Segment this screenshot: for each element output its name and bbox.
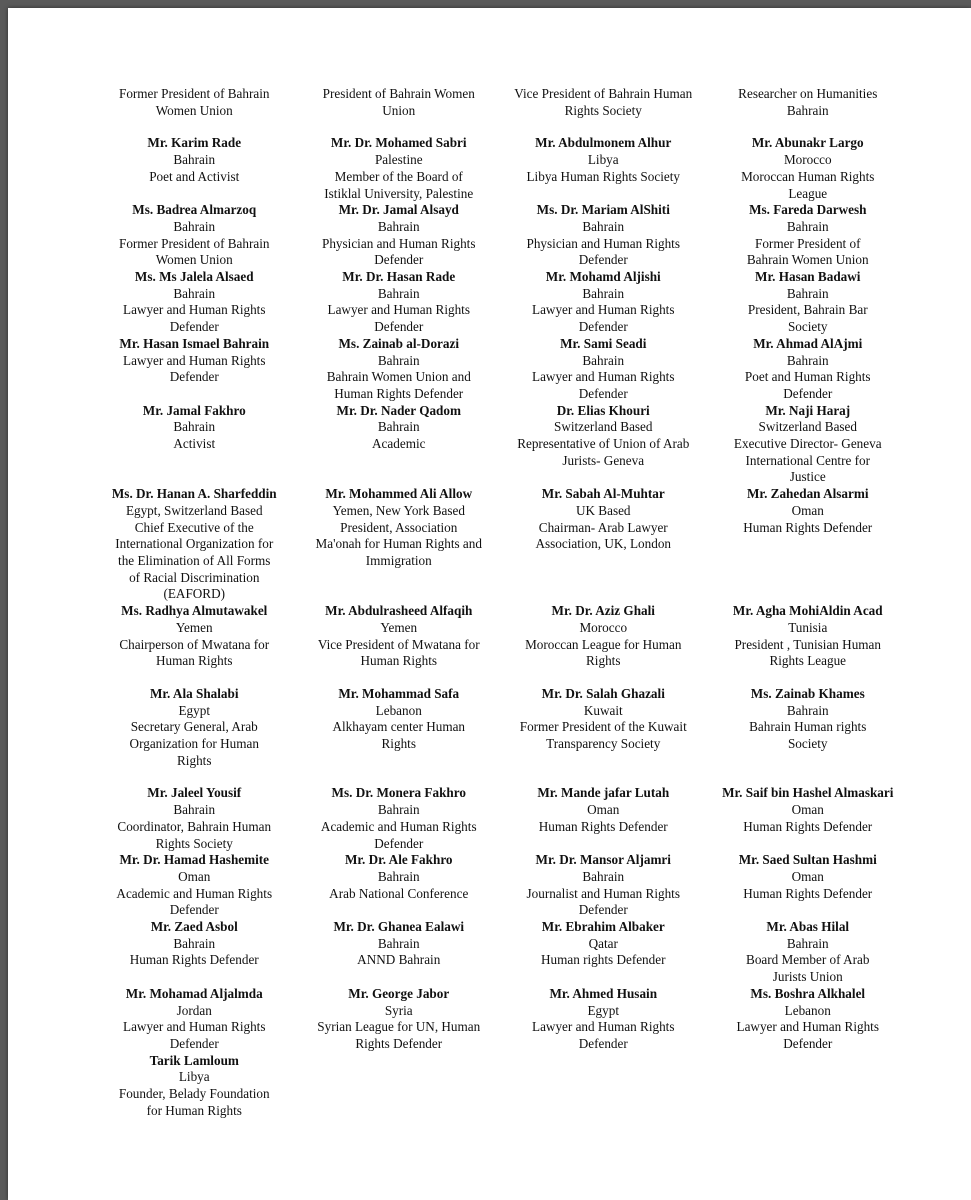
signatory-detail: Society	[787, 736, 828, 752]
signatory-name: Mr. Mohammed Ali Allow	[325, 486, 473, 502]
signatory-detail: Oman	[178, 868, 211, 884]
signatory-detail: Oman	[791, 868, 824, 884]
signatory-cell	[501, 603, 706, 670]
signatory-detail: Bahrain Women Union	[746, 252, 869, 268]
signatory-detail: Women Union	[155, 252, 233, 268]
signatory-cell	[706, 202, 911, 269]
signatory-detail: Bahrain	[377, 285, 420, 301]
signatory-detail: Bahrain	[377, 868, 420, 884]
signatory-detail: Lawyer and Human Rights	[532, 1019, 675, 1035]
table-row	[92, 986, 910, 1053]
signatory-detail: Lebanon	[784, 1002, 831, 1018]
signatory-detail: Rights	[586, 653, 621, 669]
table-row	[92, 486, 910, 603]
signatory-detail: Bahrain	[173, 152, 216, 168]
signatory-name: Ms. Zainab al-Dorazi	[338, 335, 460, 351]
signatory-detail: Former President of Bahrain	[118, 235, 270, 251]
signatory-cell	[706, 486, 911, 603]
signatory-cell	[297, 852, 502, 919]
signatory-cell	[92, 785, 297, 852]
document-page	[8, 8, 971, 1200]
signatory-detail: Bahrain	[582, 218, 625, 234]
signatory-detail: Defender	[374, 835, 424, 851]
signatory-detail: (EAFORD)	[163, 586, 226, 602]
signatory-cell	[297, 919, 502, 986]
signatory-detail: Lawyer and Human Rights	[327, 302, 470, 318]
table-row	[92, 135, 910, 202]
signatory-cell	[501, 1053, 706, 1120]
signatory-detail: Chairperson of Mwatana for	[119, 636, 270, 652]
signatory-cell	[706, 336, 911, 403]
signatory-detail: Lawyer and Human Rights	[736, 1019, 879, 1035]
signatory-cell	[92, 403, 297, 487]
signatory-name: Mr. Dr. Ghanea Ealawi	[333, 919, 465, 935]
signatory-detail: Rights	[177, 752, 212, 768]
signatory-name: Mr. Zaed Asbol	[150, 919, 238, 935]
signatory-detail: Rights	[381, 736, 416, 752]
signatory-detail: Former President of	[755, 235, 861, 251]
signatory-detail: Qatar	[588, 935, 618, 951]
signatory-detail: Yemen, New York Based	[332, 502, 465, 518]
signatory-cell	[92, 986, 297, 1053]
signatory-detail: Human Rights	[155, 653, 233, 669]
signatory-detail: Bahrain	[173, 285, 216, 301]
signatory-cell	[706, 686, 911, 770]
signatory-cell	[501, 86, 706, 119]
signatory-name: Mr. Sabah Al-Muhtar	[541, 486, 665, 502]
signatory-detail: Transparency Society	[546, 736, 661, 752]
signatory-cell	[501, 336, 706, 403]
signatory-detail: Yemen	[380, 619, 418, 635]
signatory-name: Mr. Dr. Ale Fakhro	[344, 852, 453, 868]
signatory-name: Mr. Dr. Hasan Rade	[342, 269, 456, 285]
signatory-detail: Member of the Board of	[334, 168, 463, 184]
signatory-detail: Human Rights Defender	[743, 519, 873, 535]
signatory-detail: Chief Executive of the	[134, 519, 254, 535]
signatory-cell	[706, 1053, 911, 1120]
signatory-detail: Defender	[578, 902, 628, 918]
signatory-name: Mr. Mande jafar Lutah	[537, 785, 670, 801]
signatory-detail: Defender	[578, 252, 628, 268]
signatory-detail: Defender	[169, 369, 219, 385]
signatory-detail: Activist	[173, 436, 216, 452]
signatory-cell	[706, 919, 911, 986]
signatory-name: Mr. Dr. Jamal Alsayd	[338, 202, 459, 218]
signatory-cell	[501, 785, 706, 852]
signatory-detail: International Organization for	[115, 536, 274, 552]
signatory-detail: Defender	[374, 319, 424, 335]
signatory-detail: Bahrain	[786, 285, 829, 301]
signatory-detail: Physician and Human Rights	[322, 235, 476, 251]
signatory-detail: Defender	[169, 902, 219, 918]
signatory-name: Mr. Dr. Hamad Hashemite	[119, 852, 270, 868]
signatory-detail: Vice President of Bahrain Human	[514, 86, 693, 101]
signatory-detail: Oman	[791, 802, 824, 818]
signatory-name: Mr. Abdulmonem Alhur	[535, 135, 672, 151]
signatory-name: Mr. Ahmed Husain	[549, 985, 658, 1001]
signatory-name: Ms. Dr. Monera Fakhro	[331, 785, 466, 801]
signatory-name: Mr. Hasan Ismael Bahrain	[119, 335, 270, 351]
signatory-cell	[706, 86, 911, 119]
signatory-detail: Bahrain	[377, 218, 420, 234]
signatory-detail: Moroccan Human Rights	[741, 168, 875, 184]
signatory-detail: Society	[787, 319, 828, 335]
signatory-detail: for Human Rights	[146, 1102, 242, 1118]
signatory-name: Mr. Saed Sultan Hashmi	[738, 852, 877, 868]
signatory-name: Mr. Dr. Mohamed Sabri	[330, 135, 467, 151]
signatory-name: Dr. Elias Khouri	[556, 402, 650, 418]
signatory-detail: Defender	[783, 1035, 833, 1051]
table-row	[92, 403, 910, 487]
signatory-name: Ms. Dr. Hanan A. Sharfeddin	[111, 486, 277, 502]
signatory-detail: Jurists- Geneva	[562, 452, 645, 468]
signatory-name: Mr. Jamal Fakhro	[142, 402, 246, 418]
signatory-detail: Organization for Human	[129, 736, 259, 752]
signatory-cell	[297, 202, 502, 269]
signatory-name: Mr. Ala Shalabi	[149, 685, 239, 701]
signatory-cell	[297, 403, 502, 487]
signatory-detail: Tunisia	[788, 619, 828, 635]
signatory-cell	[706, 135, 911, 202]
signatory-name: Mr. George Jabor	[348, 985, 450, 1001]
signatory-detail: Bahrain	[173, 419, 216, 435]
signatory-cell	[297, 1053, 502, 1120]
signatory-detail: Lebanon	[375, 702, 422, 718]
signatory-detail: President, Bahrain Bar	[747, 302, 868, 318]
signatory-name: Tarik Lamloum	[149, 1052, 239, 1068]
signatory-cell	[297, 785, 502, 852]
signatory-detail: Executive Director- Geneva	[733, 436, 882, 452]
signatory-detail: Justice	[789, 469, 826, 485]
signatory-detail: President, Association	[340, 519, 458, 535]
signatory-detail: Palestine	[374, 152, 423, 168]
signatory-name: Ms. Radhya Almutawakel	[121, 603, 268, 619]
signatory-cell	[706, 986, 911, 1053]
signatory-detail: Bahrain Women Union and	[326, 369, 471, 385]
signatory-cell	[297, 986, 502, 1053]
signatory-detail: Switzerland Based	[553, 419, 653, 435]
signatory-detail: Academic and Human Rights	[320, 818, 477, 834]
signatory-detail: Human Rights Defender	[743, 885, 873, 901]
signatory-detail: Union	[382, 102, 416, 118]
signatory-detail: Defender	[374, 252, 424, 268]
signatory-detail: Board Member of Arab	[746, 952, 870, 968]
table-row	[92, 686, 910, 770]
table-row	[92, 336, 910, 403]
signatory-detail: Bahrain	[377, 419, 420, 435]
signatory-detail: Rights Defender	[355, 1035, 443, 1051]
signatory-name: Mr. Mohamad Aljalmda	[125, 985, 263, 1001]
signatory-detail: Morocco	[579, 619, 628, 635]
signatory-detail: Ma'onah for Human Rights and	[315, 536, 482, 552]
signatory-cell	[92, 486, 297, 603]
signatory-detail: Bahrain	[582, 868, 625, 884]
signatory-cell	[92, 1053, 297, 1120]
signatory-cell	[501, 986, 706, 1053]
signatory-detail: Human Rights Defender	[129, 952, 259, 968]
signatory-detail: Bahrain	[582, 352, 625, 368]
table-row	[92, 852, 910, 919]
signatory-detail: Immigration	[365, 552, 432, 568]
signatory-detail: Defender	[783, 385, 833, 401]
signatory-detail: Moroccan League for Human	[525, 636, 682, 652]
table-row	[92, 86, 910, 119]
signatory-detail: Defender	[169, 319, 219, 335]
signatory-detail: Women Union	[155, 102, 233, 118]
signatory-detail: Alkhayam center Human	[332, 719, 466, 735]
signatory-detail: Lawyer and Human Rights	[123, 302, 266, 318]
signatory-name: Mr. Ebrahim Albaker	[541, 919, 665, 935]
signatory-detail: Former President of Bahrain	[118, 86, 270, 101]
signatory-detail: Secretary General, Arab	[130, 719, 258, 735]
signatory-detail: Poet and Activist	[149, 168, 240, 184]
signatory-detail: Egypt	[178, 702, 210, 718]
signatory-detail: Bahrain	[786, 702, 829, 718]
signatory-name: Mr. Jaleel Yousif	[147, 785, 242, 801]
signatory-name: Ms. Zainab Khames	[750, 685, 865, 701]
signatory-name: Mr. Sami Seadi	[560, 335, 647, 351]
signatory-detail: Libya	[178, 1069, 210, 1085]
signatory-detail: Bahrain	[786, 102, 829, 118]
signatory-cell	[706, 785, 911, 852]
signatories-table	[92, 86, 910, 1119]
signatory-detail: Human Rights Defender	[334, 385, 464, 401]
signatory-name: Mr. Karim Rade	[147, 135, 242, 151]
signatory-detail: Syrian League for UN, Human	[317, 1019, 481, 1035]
signatory-detail: Egypt	[587, 1002, 619, 1018]
signatory-name: Mr. Mohamd Aljishi	[545, 269, 661, 285]
signatory-detail: Rights League	[769, 653, 847, 669]
signatory-detail: Bahrain	[377, 935, 420, 951]
signatory-name: Mr. Abunakr Largo	[751, 135, 864, 151]
signatory-name: Mr. Hasan Badawi	[755, 269, 861, 285]
signatory-detail: Founder, Belady Foundation	[118, 1086, 270, 1102]
signatory-detail: of Racial Discrimination	[129, 569, 260, 585]
signatory-name: Mr. Dr. Mansor Aljamri	[535, 852, 671, 868]
signatory-detail: Association, UK, London	[535, 536, 672, 552]
signatory-cell	[92, 686, 297, 770]
signatory-detail: Lawyer and Human Rights	[532, 302, 675, 318]
signatory-detail: the Elimination of All Forms	[118, 552, 271, 568]
signatory-cell	[501, 686, 706, 770]
signatory-name: Mr. Ahmad AlAjmi	[753, 335, 863, 351]
signatory-detail: Lawyer and Human Rights	[123, 1019, 266, 1035]
table-row	[92, 603, 910, 670]
signatory-detail: Vice President of Mwatana for	[317, 636, 480, 652]
signatory-detail: Switzerland Based	[758, 419, 857, 435]
signatory-detail: Egypt, Switzerland Based	[125, 502, 263, 518]
signatory-name: Mr. Abdulrasheed Alfaqih	[325, 603, 473, 619]
signatory-cell	[501, 403, 706, 487]
signatory-cell	[706, 852, 911, 919]
signatory-detail: Bahrain	[582, 285, 625, 301]
table-row	[92, 202, 910, 269]
table-row	[92, 269, 910, 336]
signatory-detail: Human Rights Defender	[538, 818, 668, 834]
signatory-detail: Jordan	[176, 1002, 212, 1018]
signatory-detail: Bahrain	[173, 935, 216, 951]
signatory-cell	[92, 336, 297, 403]
signatory-cell	[501, 202, 706, 269]
signatory-cell	[706, 403, 911, 487]
signatory-detail: President of Bahrain Women	[322, 86, 475, 101]
signatory-cell	[92, 269, 297, 336]
signatory-detail: Human Rights Defender	[743, 818, 873, 834]
signatory-detail: Syria	[384, 1002, 413, 1018]
signatory-name: Mr. Dr. Salah Ghazali	[541, 685, 665, 701]
signatory-detail: Rights Society	[155, 835, 233, 851]
signatory-detail: Jurists Union	[772, 969, 843, 985]
signatory-detail: Coordinator, Bahrain Human	[117, 818, 272, 834]
signatory-detail: Bahrain	[786, 352, 829, 368]
signatory-name: Mr. Saif bin Hashel Almaskari	[722, 785, 894, 801]
signatory-detail: Human Rights	[360, 653, 438, 669]
signatory-detail: Poet and Human Rights	[744, 369, 871, 385]
signatory-detail: UK Based	[575, 502, 631, 518]
signatory-detail: Bahrain	[786, 218, 829, 234]
signatory-detail: Representative of Union of Arab	[517, 436, 690, 452]
signatory-cell	[92, 852, 297, 919]
signatory-detail: Bahrain	[377, 802, 420, 818]
signatory-detail: Rights Society	[564, 102, 642, 118]
signatory-detail: Bahrain	[173, 218, 216, 234]
signatory-cell	[706, 269, 911, 336]
signatory-cell	[706, 603, 911, 670]
signatory-name: Ms. Dr. Mariam AlShiti	[536, 202, 670, 218]
signatory-cell	[501, 486, 706, 603]
signatory-detail: President , Tunisian Human	[734, 636, 882, 652]
signatory-cell	[501, 852, 706, 919]
signatory-cell	[297, 486, 502, 603]
signatory-detail: Defender	[578, 1035, 628, 1051]
signatory-detail: Academic and Human Rights	[116, 885, 273, 901]
signatory-cell	[297, 86, 502, 119]
signatory-detail: Defender	[169, 1035, 219, 1051]
signatory-detail: Bahrain	[377, 352, 420, 368]
signatory-detail: League	[788, 185, 828, 201]
signatory-cell	[92, 135, 297, 202]
signatory-detail: Kuwait	[583, 702, 623, 718]
signatory-cell	[501, 269, 706, 336]
signatory-name: Mr. Zahedan Alsarmi	[746, 486, 869, 502]
signatory-detail: Yemen	[175, 619, 213, 635]
signatory-cell	[92, 603, 297, 670]
signatory-detail: Defender	[578, 319, 628, 335]
table-row	[92, 785, 910, 852]
table-row	[92, 1053, 910, 1120]
signatory-detail: Human rights Defender	[540, 952, 666, 968]
signatory-detail: Lawyer and Human Rights	[123, 352, 266, 368]
signatory-cell	[92, 202, 297, 269]
signatory-cell	[297, 686, 502, 770]
signatory-name: Ms. Badrea Almarzoq	[132, 202, 257, 218]
table-row	[92, 919, 910, 986]
signatory-name: Mr. Dr. Nader Qadom	[336, 402, 461, 418]
signatory-cell	[297, 135, 502, 202]
signatory-detail: International Centre for	[745, 452, 870, 468]
signatory-detail: Libya Human Rights Society	[526, 168, 680, 184]
signatory-name: Mr. Agha MohiAldin Acad	[732, 603, 883, 619]
signatory-detail: Defender	[578, 385, 628, 401]
signatory-name: Mr. Abas Hilal	[766, 919, 850, 935]
signatory-detail: Researcher on Humanities	[738, 86, 878, 101]
signatory-detail: Bahrain	[173, 802, 216, 818]
signatory-detail: Lawyer and Human Rights	[532, 369, 675, 385]
signatory-cell	[297, 603, 502, 670]
signatory-name: Ms. Fareda Darwesh	[749, 202, 867, 218]
signatory-cell	[501, 919, 706, 986]
signatory-detail: Bahrain	[786, 935, 829, 951]
signatory-detail: Istiklal University, Palestine	[324, 185, 474, 201]
signatory-name: Mr. Dr. Aziz Ghali	[551, 603, 655, 619]
signatory-name: Ms. Boshra Alkhalel	[750, 985, 866, 1001]
signatory-name: Mr. Mohammad Safa	[338, 685, 460, 701]
signatory-detail: ANND Bahrain	[357, 952, 441, 968]
signatory-detail: Oman	[791, 502, 824, 518]
signatory-name: Mr. Naji Haraj	[765, 402, 851, 418]
signatory-name: Ms. Ms Jalela Alsaed	[134, 269, 254, 285]
signatory-detail: Former President of the Kuwait	[519, 719, 687, 735]
signatory-detail: Oman	[587, 802, 620, 818]
signatory-cell	[297, 269, 502, 336]
signatory-detail: Libya	[587, 152, 619, 168]
signatory-cell	[501, 135, 706, 202]
signatory-detail: Journalist and Human Rights	[526, 885, 680, 901]
signatory-detail: Bahrain Human rights	[749, 719, 867, 735]
signatory-detail: Morocco	[783, 152, 832, 168]
signatory-detail: Academic	[372, 436, 426, 452]
signatory-detail: Physician and Human Rights	[526, 235, 680, 251]
signatory-detail: Chairman- Arab Lawyer	[538, 519, 668, 535]
signatory-detail: Arab National Conference	[329, 885, 469, 901]
signatory-cell	[92, 86, 297, 119]
signatory-cell	[92, 919, 297, 986]
signatory-cell	[297, 336, 502, 403]
